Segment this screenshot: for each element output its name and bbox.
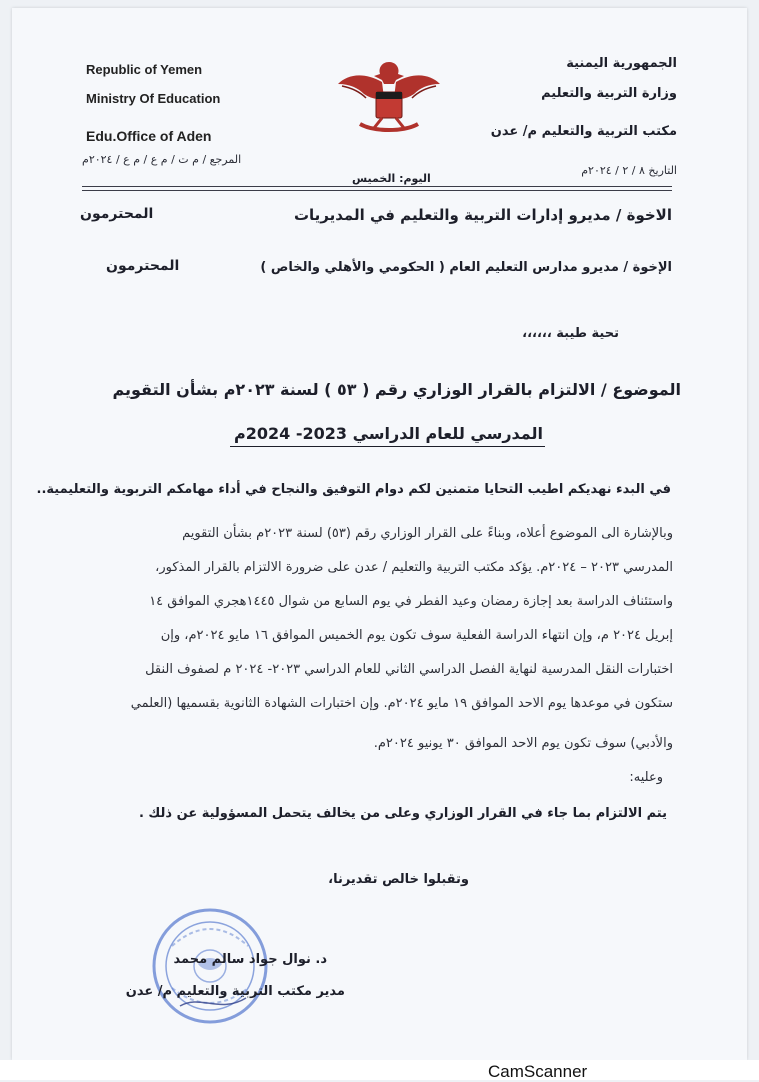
subject-line-1: الموضوع / الالتزام بالقرار الوزاري رقم ( ٥٣ ) لسنة ٢٠٢٣م بشأن التقويم xyxy=(112,380,681,399)
letterhead-en-line-2: Ministry Of Education xyxy=(86,91,221,106)
greeting: تحية طيبة ،،،،،، xyxy=(522,326,619,341)
addressee-2: الإخوة / مديرو مدارس التعليم العام ( الحكومي والأهلي والخاص ) xyxy=(260,260,672,275)
body-line-3: واستئناف الدراسة بعد إجازة رمضان وعيد الفطر في يوم السابع من شوال ١٤٤٥هجري الموافق ١٤ xyxy=(149,594,673,609)
therefore-label: وعليه: xyxy=(629,770,663,785)
letterhead-en-line-1: Republic of Yemen xyxy=(86,62,203,77)
letterhead-ar-line-3: مكتب التربية والتعليم م/ عدن xyxy=(490,124,677,139)
addressee-2-honorific: المحترمون xyxy=(106,258,180,274)
subject-line-2: المدرسي للعام الدراسي 2023- 2024م xyxy=(234,424,543,443)
body-line-6: ستكون في موعدها يوم الاحد الموافق ١٩ مايو ٢٠٢٤م. وإن اختبارات الشهادة الثانوية بقسميها (العلمي xyxy=(130,696,673,711)
scanner-watermark: CamScanner xyxy=(488,1062,588,1081)
body-line-5: اختبارات النقل المدرسية لنهاية الفصل الدراسي الثاني للعام الدراسي ٢٠٢٣- ٢٠٢٤ م لصفوف النقل xyxy=(145,662,673,677)
closing: وتقبلوا خالص تقديرنا، xyxy=(328,872,469,887)
addressee-1-honorific: المحترمون xyxy=(80,206,154,222)
signatory-title: مدير مكتب التربية والتعليم م/ عدن xyxy=(125,984,345,999)
letterhead-en-line-3: Edu.Office of Aden xyxy=(86,128,212,144)
body-line-4: إبريل ٢٠٢٤ م، وإن انتهاء الدراسة الفعلية سوف تكون يوم الخميس الموافق ١٦ مايو ٢٠٢٤م، وإن xyxy=(160,628,673,643)
reference-number: المرجع / م ت / م ع / م ع / ٢٠٢٤م xyxy=(82,153,242,166)
letterhead-ar-line-1: الجمهورية اليمنية xyxy=(566,56,677,71)
scanner-footer xyxy=(0,1060,759,1080)
body-line-2: المدرسي ٢٠٢٣ – ٢٠٢٤م. يؤكد مكتب التربية والتعليم / عدن على ضرورة الالتزام بالقرار المذكور، xyxy=(155,560,673,575)
signatory-name: د. نوال جواد سالم محمد xyxy=(173,952,327,967)
letter-date: التاريخ ٨ / ٢ / ٢٠٢٤م xyxy=(581,164,677,177)
yemen-eagle-emblem-icon xyxy=(334,54,444,136)
body-line-7: والأدبي) سوف تكون يوم الاحد الموافق ٣٠ يونيو ٢٠٢٤م. xyxy=(373,736,673,751)
opening-sentence: في البدء نهديكم اطيب التحايا متمنين لكم دوام التوفيق والنجاح في أداء مهامكم التربوية والتعليمية.. xyxy=(36,482,671,497)
addressee-1: الاخوة / مديرو إدارات التربية والتعليم في المديريات xyxy=(293,206,672,224)
body-line-1: وبالإشارة الى الموضوع أعلاه، وبناءً على القرار الوزاري رقم (٥٣) لسنة ٢٠٢٣م بشأن التقويم xyxy=(182,526,673,541)
letter-day: اليوم: الخميس xyxy=(352,172,431,185)
header-divider-thin xyxy=(82,190,672,191)
letterhead-ar-line-2: وزارة التربية والتعليم xyxy=(541,86,677,101)
header-divider xyxy=(82,186,672,187)
directive: يتم الالتزام بما جاء في القرار الوزاري وعلى من يخالف يتحمل المسؤولية عن ذلك . xyxy=(138,806,667,821)
subject-underline xyxy=(230,446,545,447)
